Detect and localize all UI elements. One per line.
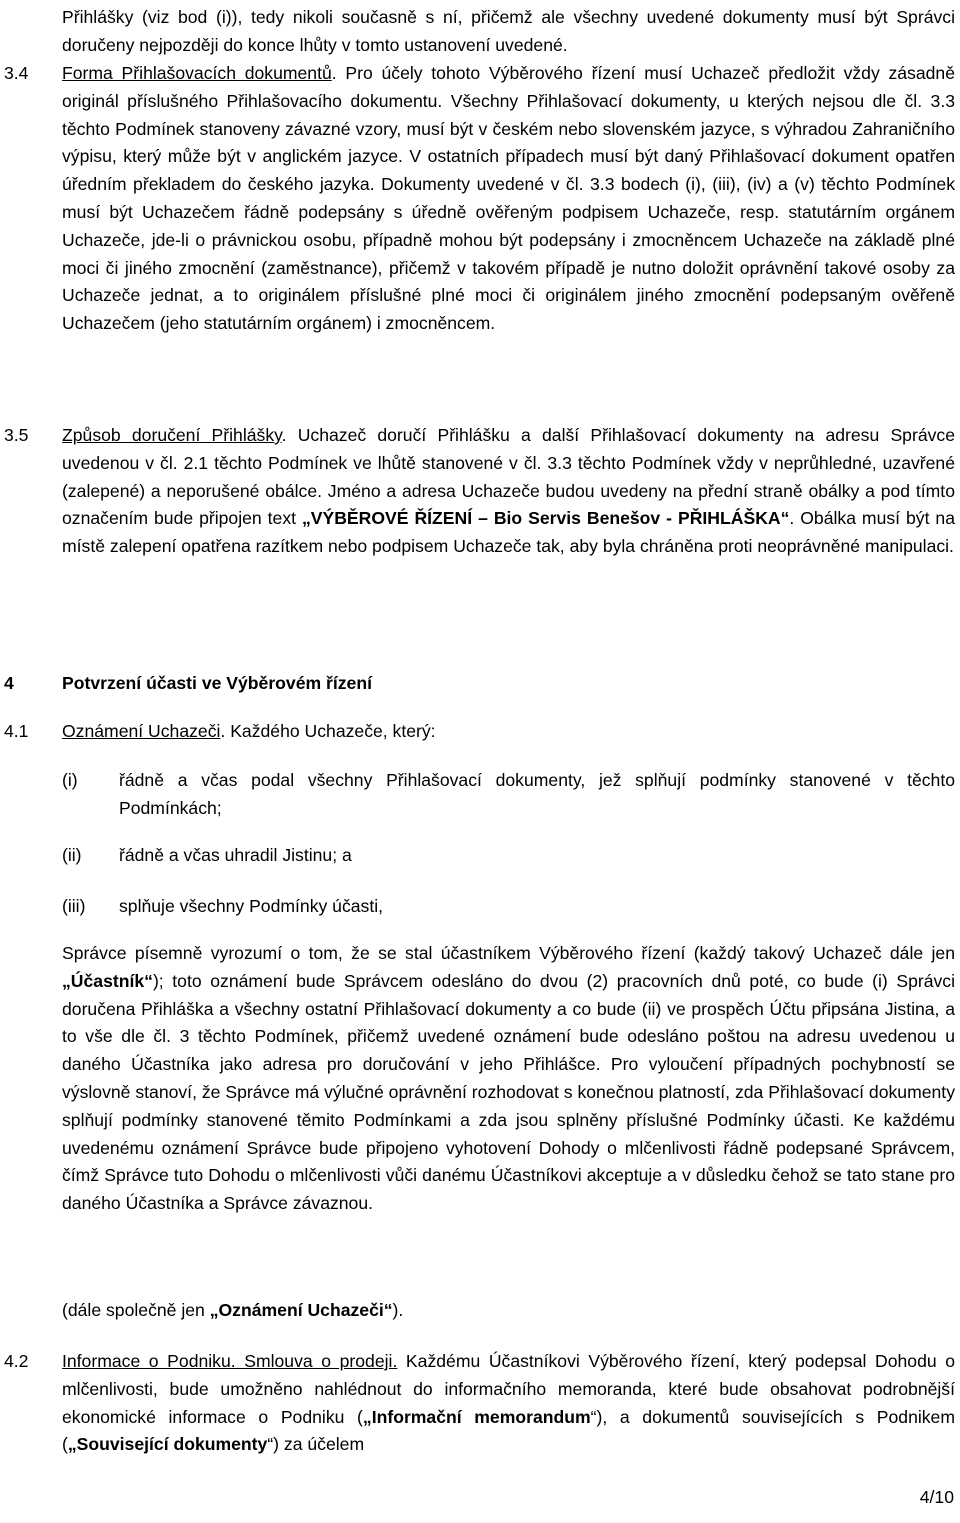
section-text-4-2a: Každému Účastníkovi Výběrového řízení, který podepsal Dohodu o mlčenlivosti, bude umožněno nahlédnout do informačního memoranda, které bude obsahovat podrobnější ekonomické informace o Podniku ( (62, 1351, 956, 1427)
list-item-number: (ii) (62, 845, 82, 865)
list-item-text: řádně a včas uhradil Jistinu; a (119, 845, 352, 865)
page-number: 4/10 (919, 1487, 954, 1507)
section-title-3-4: Forma Přihlašovacích dokumentů (62, 63, 332, 83)
list-item-number: (iii) (62, 896, 86, 916)
section-title-4-1: Oznámení Uchazeči (62, 721, 221, 741)
definition-line (62, 1297, 955, 1325)
envelope-label-text: „VÝBĚROVÉ ŘÍZENÍ – Bio Servis Benešov - PŘIHLÁŠKA“ (301, 508, 790, 529)
section-text-3-5a: . Uchazeč doručí Přihlášku a další Přihlašovací dokumenty na adresu Správce uvedenou v čl. 2.1 těchto Podmínek ve lhůtě stanovené v čl. 3.3 těchto Podmínek vždy v neprůhledné, uzavřené (zalepené) a neporušené obálce. Jméno a adresa Uchazeče budou uvedeny na přední straně obálky a pod tímto označením bude připojen text (62, 425, 955, 529)
defined-term-memorandum: „Informační memorandum (362, 1406, 591, 1427)
definition-text-b: ). (392, 1300, 404, 1320)
body-text-a: Správce písemně vyrozumí o tom, že se stal účastníkem Výběrového řízení (každý takový Uchazeč dále jen (62, 943, 955, 963)
section-title-3-5: Způsob doručení Přihlášky (62, 425, 282, 445)
section-text-4-2c: “) za účelem (267, 1434, 365, 1455)
chapter-title-4: Potvrzení účasti ve Výběrovém řízení (62, 673, 372, 693)
defined-term-ucastnik: „Účastník“ (62, 970, 153, 991)
definition-text-a: (dále společně jen (62, 1300, 210, 1320)
section-text-4-2b: “), a dokumentů souvisejících s Podnikem ( (62, 1406, 955, 1455)
list-item-text: řádně a včas podal všechny Přihlašovací dokumenty, jež splňují podmínky stanovené v těchto Podmínkách; (119, 770, 955, 818)
chapter-number-4: 4 (4, 673, 14, 693)
section-3-5 (62, 422, 955, 561)
paragraph-continuation (62, 4, 955, 60)
section-number-3-4: 3.4 (4, 63, 29, 83)
section-text-3-4: . Pro účely tohoto Výběrového řízení musí Uchazeč předložit vždy zásadně originál příslušného Přihlašovacího dokumentu. Všechny Přihlašovací dokumenty, u kterých nejsou dle čl. 3.3 těchto Podmínek stanoveny závazné vzory, musí být v českém nebo slovenském jazyce, s výhradou Zahraničního výpisu, který může být v anglickém jazyce. V ostatních případech musí být daný Přihlašovací dokument opatřen úředním překladem do českého jazyka. Dokumenty uvedené v čl. 3.3 bodech (i), (iii), (iv) a (v) těchto Podmínek musí být Uchazečem řádně podepsány s úředně ověřeným podpisem Uchazeče, resp. statutárním orgánem Uchazeče, jde-li o právnickou osobu, případně mohou být podepsány i zmocněncem Uchazeče na základě plné moci či jiného zmocnění (zaměstnance), přičemž v takovém případě je nutno doložit oprávnění takové osoby za Uchazeče jednat, a to originálem příslušné plné moci či originálem jiného zmocnění podepsaným ověřeně Uchazečem (jeho statutárním orgánem) i zmocněncem. (62, 63, 955, 334)
section-title-4-2: Informace o Podniku. Smlouva o prodeji. (62, 1351, 398, 1371)
paragraph-text: Přihlášky (viz bod (i)), tedy nikoli současně s ní, přičemž ale všechny uvedené dokumenty musí být Správci doručeny nejpozději do konce lhůty v tomto ustanovení uvedené. (62, 7, 955, 55)
section-lead-4-1: . Každého Uchazeče, který: (220, 721, 436, 741)
list-item-text: splňuje všechny Podmínky účasti, (119, 896, 384, 916)
section-4-2 (62, 1348, 955, 1459)
list-item-number: (i) (62, 770, 78, 790)
section-3-4 (62, 60, 955, 338)
section-text-3-5b: . Obálka musí být na místě zalepení opatřena razítkem nebo podpisem Uchazeče tak, aby byla chráněna proti neoprávněné manipulaci. (62, 508, 955, 557)
body-text-b: ); toto oznámení bude Správcem odesláno do dvou (2) pracovních dnů poté, co bude (i) Správci doručena Přihláška a všechny ostatní Přihlašovací dokumenty a co bude (ii) ve prospěch Účtu připsána Jistina, a to vše dle čl. 3 těchto Podmínek, přičemž uvedené oznámení bude odesláno poštou na adresu uvedenou u daného Účastníka jako adresa pro doručování v jeho Přihlášce. Pro vyloučení případných pochybností se výslovně stanoví, že Správce má výlučné oprávnění rozhodovat s konečnou platností, zda Přihlašovací dokumenty splňují podmínky stanovené těmito Podmínkami a zda jsou splněny příslušné Podmínky účasti. Ke každému uvedenému oznámení Správce bude připojeno vyhotovení Dohody o mlčenlivosti řádně podepsané Správcem, čímž Správce tuto Dohodu o mlčenlivosti vůči danému Účastníkovi akceptuje a v důsledku čehož se tato stane pro daného Účastníka a Správce závaznou. (62, 970, 955, 1214)
defined-term-souvisejici: „Související dokumenty (67, 1434, 268, 1455)
section-4-1-lead (62, 718, 955, 746)
section-number-4-2: 4.2 (4, 1351, 29, 1371)
defined-term-oznameni: „Oznámení Uchazeči“ (209, 1300, 393, 1320)
section-number-4-1: 4.1 (4, 721, 29, 741)
section-number-3-5: 3.5 (4, 425, 29, 445)
section-4-1-body (62, 940, 955, 1218)
